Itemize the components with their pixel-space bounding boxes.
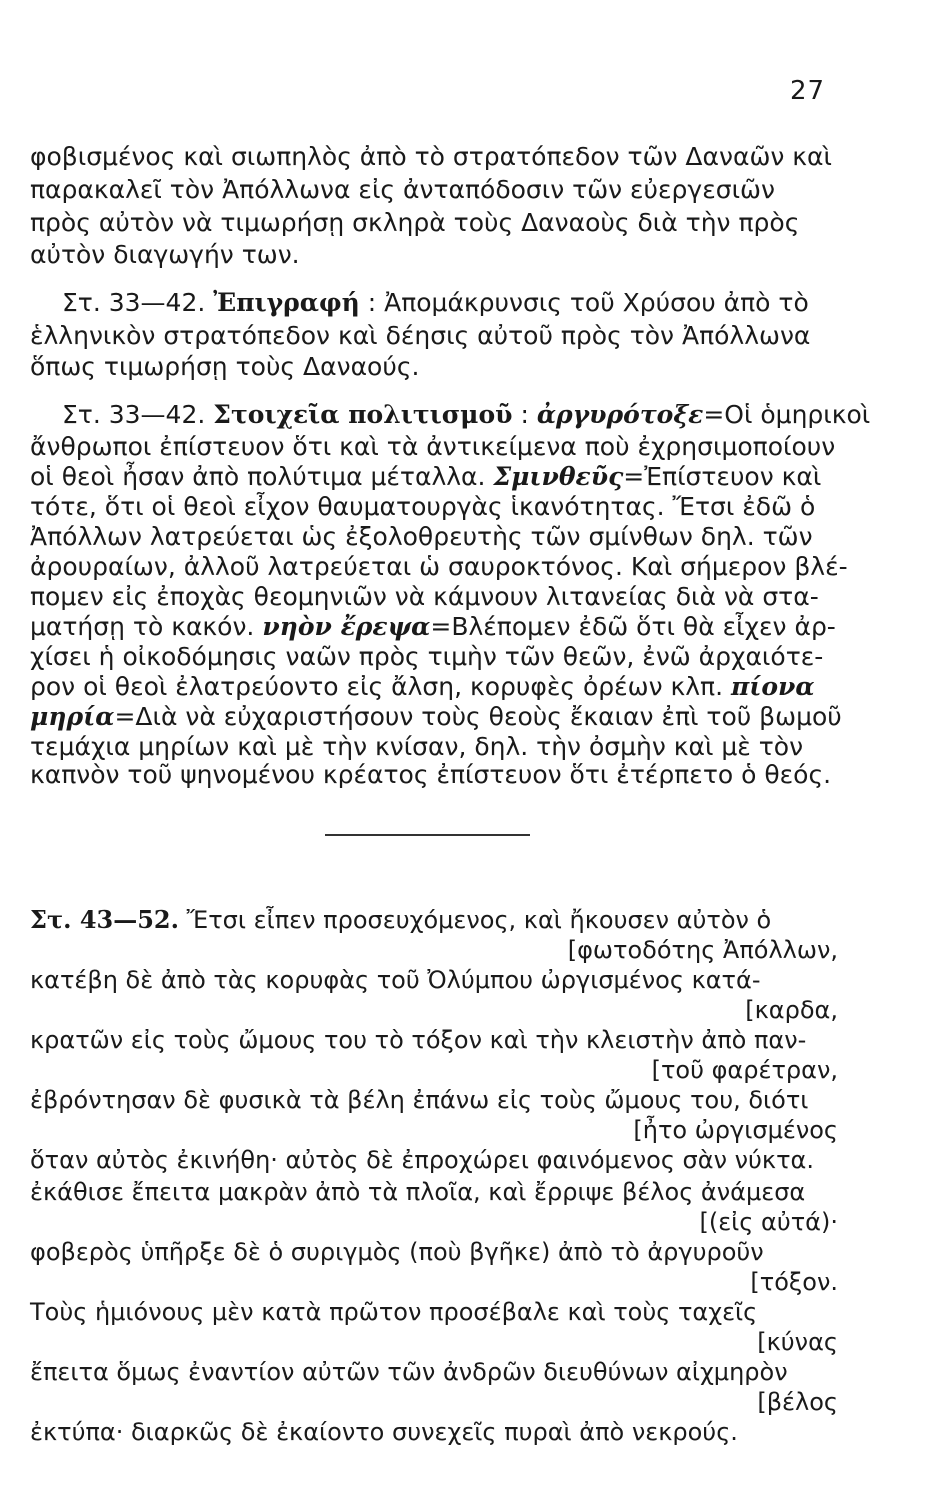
verse-reference: Στ. 33—42. — [62, 288, 206, 317]
intro-line: πρὸς αὐτὸν νὰ τιμωρήσῃ σκληρὰ τοὺς Δαναοὺς διὰ τὴν πρὸς — [30, 208, 800, 237]
culture-line: τεμάχια μηρίων καὶ μὲ τὴν κνίσαν, δηλ. τὴν ὀσμὴν καὶ μὲ τὸν — [30, 732, 804, 761]
translation-continuation: [βέλος — [757, 1388, 838, 1416]
translation-line: Στ. 43—52. Ἔτσι εἶπεν προσευχόμενος, καὶ ἤκουσεν αὐτὸν ὁ — [30, 905, 772, 934]
culture-line: τότε, ὅτι οἱ θεοὶ εἶχον θαυματουργὰς ἱκανότητας. Ἔτσι ἐδῶ ὁ — [30, 492, 816, 521]
culture-line: πομεν εἰς ἐποχὰς θεομηνιῶν νὰ κάμνουν λιτανείας διὰ νὰ στα- — [30, 582, 819, 611]
glossary-term: ἀργυρότοξε — [536, 400, 704, 429]
culture-line: ἄνθρωποι ἐπίστευον ὅτι καὶ τὰ ἀντικείμενα ποὺ ἐχρησιμοποίουν — [30, 432, 836, 461]
culture-line: ἀρουραίων, ἀλλοῦ λατρεύεται ὡ σαυροκτόνος. Καὶ σήμερον βλέ- — [30, 552, 848, 581]
verse-reference: Στ. 43—52. — [30, 905, 179, 934]
epigraph-line: ἑλληνικὸν στρατόπεδον καὶ δέησις αὐτοῦ πρὸς τὸν Ἀπόλλωνα — [30, 321, 811, 350]
culture-line: ματήσῃ τὸ κακόν. νηὸν ἔρεψα=Βλέπομεν ἐδῶ ὅτι θὰ εἶχεν ἀρ- — [30, 612, 836, 641]
culture-line: μηρία=Διὰ νὰ εὐχαριστήσουν τοὺς θεοὺς ἔκαιαν ἐπὶ τοῦ βωμοῦ — [30, 702, 842, 731]
translation-line: ἐκτύπα· διαρκῶς δὲ ἐκαίοντο συνεχεῖς πυραὶ ἀπὸ νεκρούς. — [30, 1418, 738, 1446]
translation-line: φοβερὸς ὑπῆρξε δὲ ὁ συριγμὸς (ποὺ βγῆκε) ἀπὸ τὸ ἀργυροῦν — [30, 1238, 764, 1266]
translation-line: κρατῶν εἰς τοὺς ὤμους του τὸ τόξον καὶ τὴν κλειστὴν ἀπὸ παν- — [30, 1026, 807, 1054]
glossary-term: πίονα — [730, 672, 815, 701]
translation-line: Τοὺς ἡμιόνους μὲν κατὰ πρῶτον προσέβαλε καὶ τοὺς ταχεῖς — [30, 1298, 758, 1326]
translation-continuation: [καρδα, — [745, 996, 838, 1024]
section-divider — [325, 834, 530, 836]
translation-continuation: [τόξον. — [750, 1268, 838, 1296]
glossary-term: μηρία — [30, 702, 115, 731]
culture-line: Ἀπόλλων λατρεύεται ὡς ἐξολοθρευτὴς τῶν σμίνθων δηλ. τῶν — [30, 522, 813, 551]
glossary-term: Σμινθεῦς — [493, 462, 624, 491]
translation-line: ἐκάθισε ἔπειτα μακρὰν ἀπὸ τὰ πλοῖα, καὶ ἔρριψε βέλος ἀνάμεσα — [30, 1178, 806, 1206]
epigraph-line — [62, 288, 809, 318]
culture-line: οἱ θεοὶ ἦσαν ἀπὸ πολύτιμα μέταλλα. Σμινθεῦς=Ἐπίστευον καὶ — [30, 462, 822, 491]
translation-continuation: [ἦτο ὠργισμένος — [633, 1116, 838, 1144]
translation-line: ὅταν αὐτὸς ἐκινήθη· αὐτὸς δὲ ἐπροχώρει φαινόμενος σὰν νύκτα. — [30, 1146, 814, 1174]
culture-line: ρον οἱ θεοὶ ἐλατρεύοντο εἰς ἄλση, κορυφὲς ὀρέων κλπ. πίονα — [30, 672, 815, 701]
translation-continuation: [φωτοδότης Ἀπόλλων, — [567, 936, 838, 964]
page-number: 27 — [790, 76, 826, 106]
intro-line: παρακαλεῖ τὸν Ἀπόλλωνα εἰς ἀνταπόδοσιν τῶν εὐεργεσιῶν — [30, 175, 775, 204]
culture-heading: Στοιχεῖα πολιτισμοῦ — [213, 400, 513, 429]
translation-line: κατέβη δὲ ἀπὸ τὰς κορυφὰς τοῦ Ὀλύμπου ὠργισμένος κατά- — [30, 966, 761, 994]
culture-line: Στ. 33—42. Στοιχεῖα πολιτισμοῦ : ἀργυρότοξε=Οἱ ὁμηρικοὶ — [62, 400, 871, 429]
translation-line: ἐβρόντησαν δὲ φυσικὰ τὰ βέλη ἐπάνω εἰς τοὺς ὤμους του, διότι — [30, 1086, 809, 1114]
verse-reference: Στ. 33—42. — [62, 400, 206, 429]
epigraph-text: : Ἀπομάκρυνσις τοῦ Χρύσου ἀπὸ τὸ — [367, 288, 809, 317]
epigraph-heading: Ἐπιγραφή — [213, 288, 360, 317]
epigraph-line: ὅπως τιμωρήσῃ τοὺς Δαναούς. — [30, 352, 420, 381]
intro-line: αὐτὸν διαγωγήν των. — [30, 240, 300, 269]
translation-continuation: [(εἰς αὐτά)· — [699, 1208, 838, 1236]
glossary-term: νηὸν ἔρεψα — [262, 612, 431, 641]
translation-continuation: [τοῦ φαρέτραν, — [651, 1056, 838, 1084]
intro-line: φοβισμένος καὶ σιωπηλὸς ἀπὸ τὸ στρατόπεδον τῶν Δαναῶν καὶ — [30, 142, 832, 171]
culture-line: χίσει ἡ οἰκοδόμησις ναῶν πρὸς τιμὴν τῶν θεῶν, ἐνῶ ἀρχαιότε- — [30, 642, 824, 671]
translation-continuation: [κύνας — [757, 1328, 838, 1356]
translation-line: ἔπειτα ὅμως ἐναντίον αὐτῶν τῶν ἀνδρῶν διευθύνων αἰχμηρὸν — [30, 1358, 788, 1386]
culture-line: καπνὸν τοῦ ψηνομένου κρέατος ἐπίστευον ὅτι ἐτέρπετο ὁ θεός. — [30, 760, 832, 789]
